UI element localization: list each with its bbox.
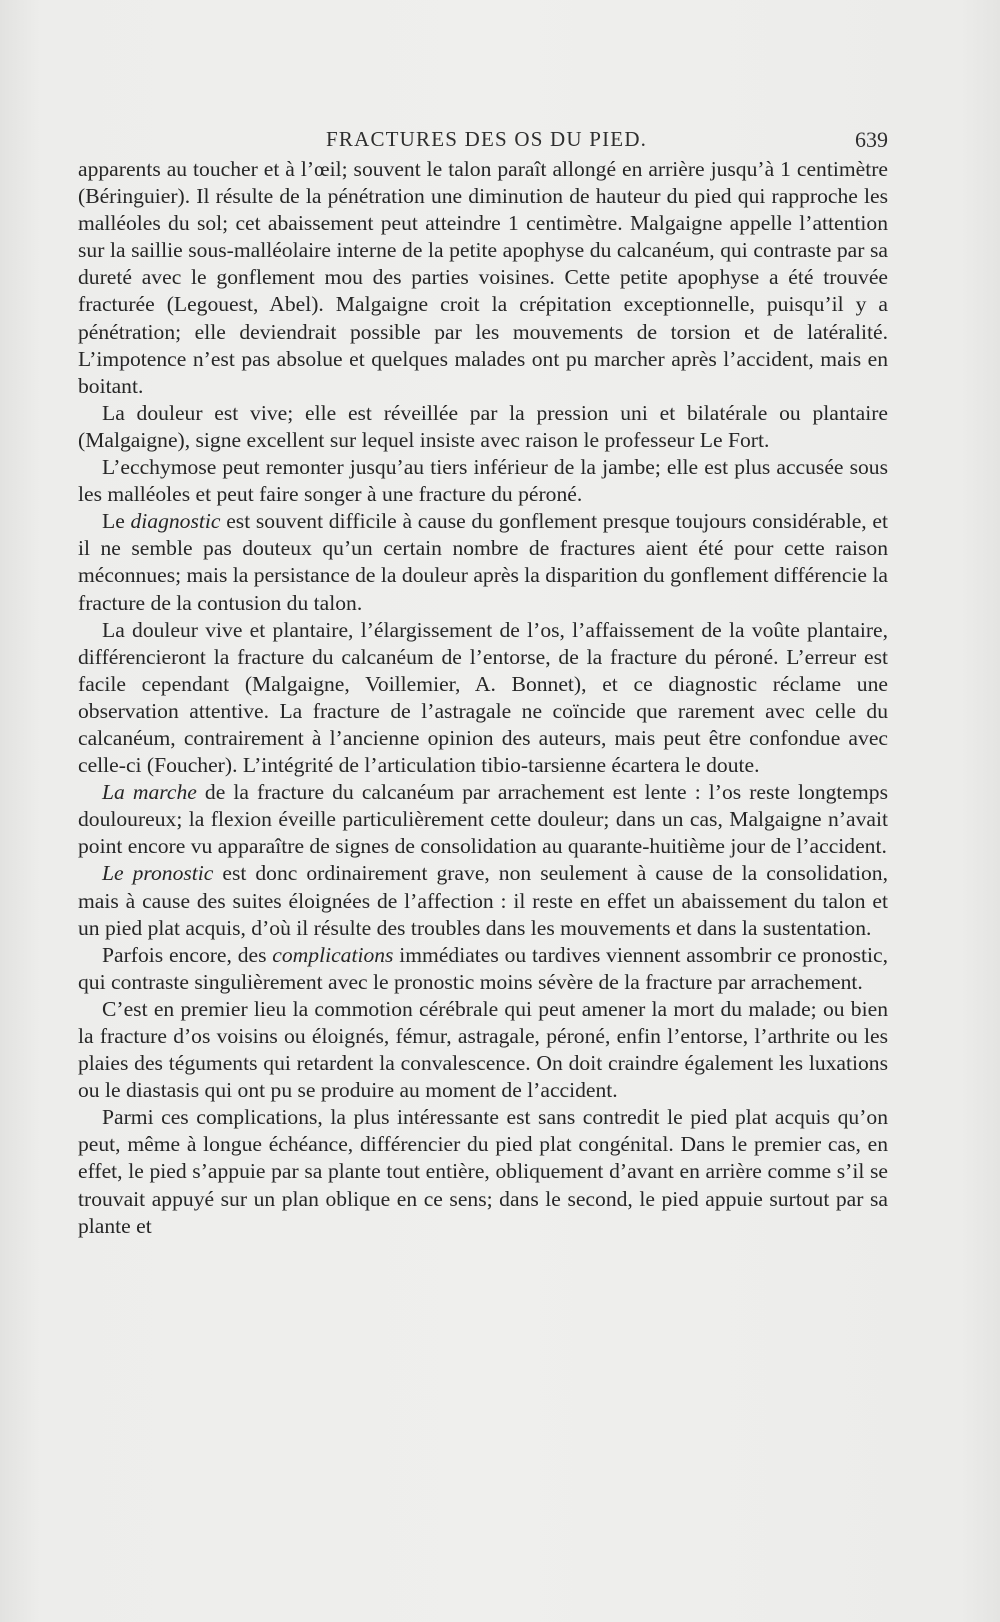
text-segment: est souvent difficile à cause du gonflement presque toujours considérable, et il ne semble pas douteux qu’un certain nombre de fractures aient été pour cette raison méconnues; mais la persistance de la douleur après la disparition du gonflement différencie la fracture de la contusion du talon.	[78, 509, 888, 615]
text-segment: Parmi ces complications, la plus intéressante est sans contredit le pied plat acquis qu’on peut, même à longue échéance, différencier du pied plat congénital. Dans le premier cas, en effet, le pied s’appuie par sa plante tout entière, obliquement d’avant en arrière comme s’il se trouvait appuyé sur un plan oblique en ce sens; dans le second, le pied appuie surtout par sa plante et	[78, 1105, 888, 1238]
text-segment: apparents au toucher et à l’œil; souvent le talon paraît allongé en arrière jusqu’à 1 centimètre (Béringuier). Il résulte de la pénétration une diminution de hauteur du pied qui rapproche les malléoles du sol; cet abaissement peut atteindre 1 centimètre. Malgaigne appelle l’attention sur la saillie sous-malléolaire interne de la petite apophyse du calcanéum, qui contraste par sa dureté avec le gonflement mou des parties voisines. Cette petite apophyse a été trouvée fracturée (Legouest, Abel). Malgaigne croit la crépitation exceptionnelle, puisqu’il y a pénétration; elle deviendrait possible par les mouvements de torsion et de latéralité. L’impotence n’est pas absolue et quelques malades ont pu marcher après l’accident, mais en boitant.	[78, 157, 888, 398]
paragraph	[78, 996, 888, 1104]
paragraph	[78, 779, 888, 860]
text-segment: Le	[102, 509, 131, 534]
italic-term-diagnostic: diagnostic	[130, 509, 221, 534]
page-number: 639	[855, 127, 888, 152]
text-segment: Parfois encore, des	[102, 942, 273, 967]
italic-term-la-marche: La marche	[102, 780, 197, 805]
paragraph	[78, 508, 888, 616]
text-segment: La douleur est vive; elle est réveillée par la pression uni et bilatérale ou plantaire (Malgaigne), signe excellent sur lequel insiste avec raison le professeur Le Fort.	[78, 400, 888, 452]
paragraph	[78, 860, 888, 941]
paragraph	[78, 454, 888, 508]
page-header	[78, 123, 888, 159]
paragraph	[78, 156, 888, 400]
italic-term-complications: complications	[272, 942, 394, 967]
paragraph	[78, 1104, 888, 1239]
text-segment: La douleur vive et plantaire, l’élargissement de l’os, l’affaissement de la voûte plantaire, différencieront la fracture du calcanéum de l’entorse, de la fracture du péroné. L’erreur est facile cependant (Malgaigne, Voillemier, A. Bonnet), et ce diagnostic réclame une observation attentive. La fracture de l’astragale ne coïncide que rarement avec celle du calcanéum, contrairement à l’ancienne opinion des auteurs, mais peut être confondue avec celle-ci (Foucher). L’intégrité de l’articulation tibio-tarsienne écartera le doute.	[78, 617, 888, 778]
paragraph	[78, 400, 888, 454]
text-segment: C’est en premier lieu la commotion cérébrale qui peut amener la mort du malade; ou bien la fracture d’os voisins ou éloignés, fémur, astragale, péroné, enfin l’entorse, l’arthrite ou les plaies des téguments qui retardent la convalescence. On doit craindre également les luxations ou le diastasis qui ont pu se produire au moment de l’accident.	[78, 996, 888, 1103]
running-title: FRACTURES DES OS DU PIED.	[326, 127, 648, 151]
text-segment: immédiates ou tardives viennent assombrir ce pronostic, qui contraste singulièrement avec le pronostic moins sévère de la fracture par arrachement.	[78, 942, 888, 994]
text-segment: L’ecchymose peut remonter jusqu’au tiers inférieur de la jambe; elle est plus accusée sous les malléoles et peut faire songer à une fracture du péroné.	[78, 455, 888, 507]
paragraph	[78, 617, 888, 780]
italic-term-le-pronostic: Le pronostic	[102, 861, 214, 886]
text-segment: est donc ordinairement grave, non seulement à cause de la consolidation, mais à cause des suites éloignées de l’affection : il reste en effet un abaissement du talon et un pied plat acquis, d’où il résulte des troubles dans les mouvements et dans la sustentation.	[78, 861, 888, 940]
text-segment: de la fracture du calcanéum par arrachement est lente : l’os reste longtemps douloureux; la flexion éveille particulièrement cette douleur; dans un cas, Malgaigne n’avait point encore vu apparaître de signes de consolidation au quarante-huitième jour de l’accident.	[78, 780, 889, 859]
body-text	[78, 156, 888, 1240]
paragraph	[78, 942, 888, 996]
